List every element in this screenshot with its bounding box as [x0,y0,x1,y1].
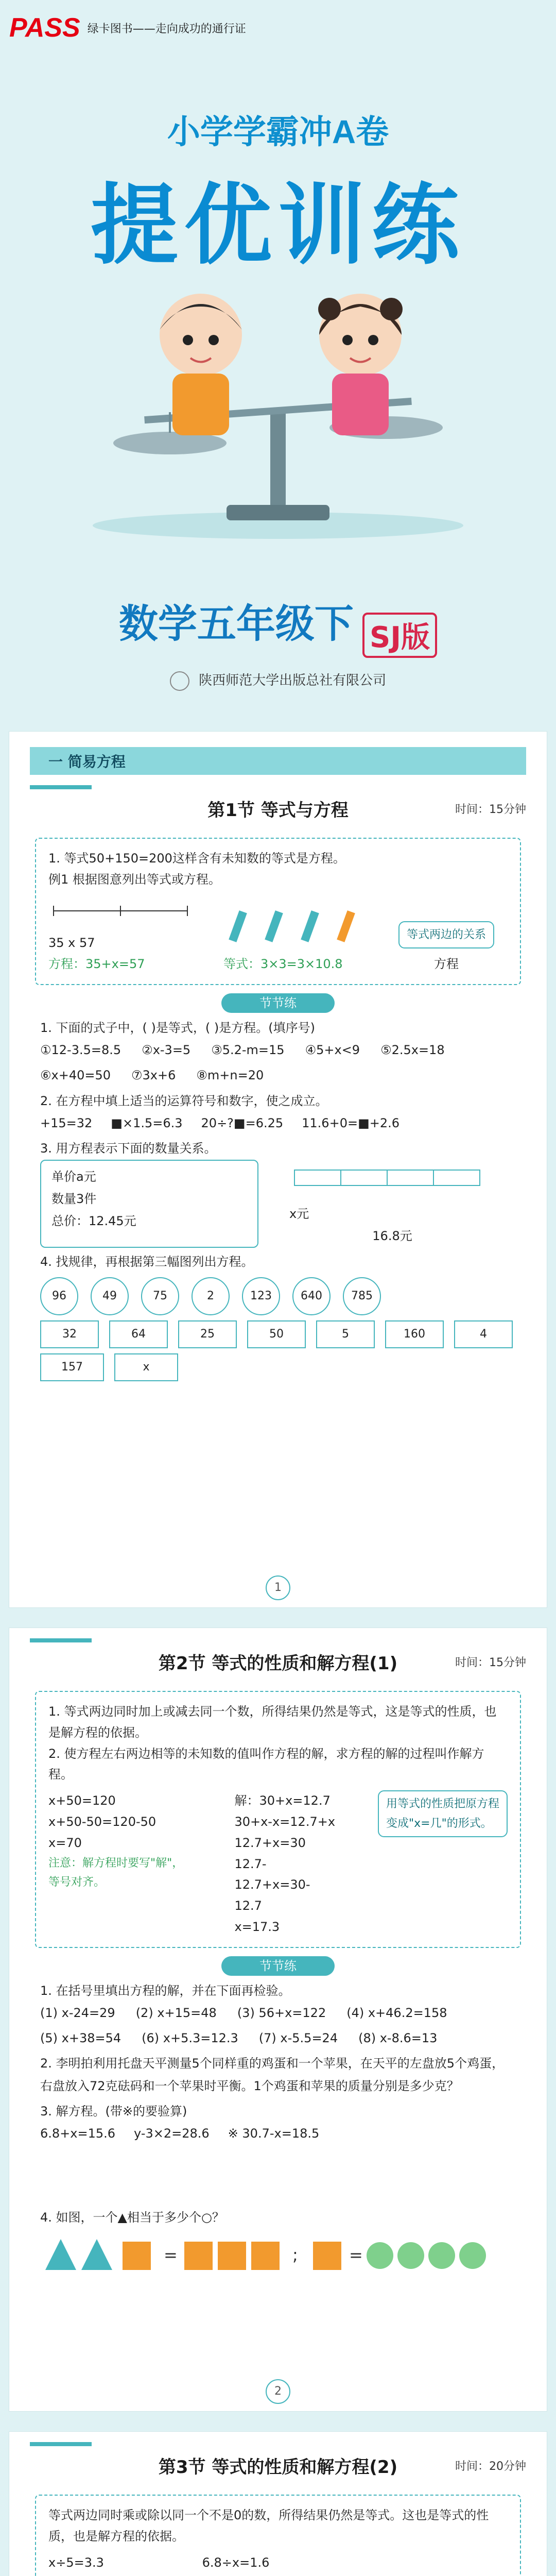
pattern-row-extra [40,1353,516,1381]
example-right-bubble: 等式两边的关系 [398,921,494,948]
question-1 [40,1980,516,2050]
publisher-seal-icon [170,671,189,691]
example-row [48,895,508,975]
pattern-circle: 785 [343,1277,381,1315]
question-3-items [40,2123,516,2145]
publisher [0,670,556,691]
ex-note: 注意：解方程时要写"解"，等号对齐。 [48,1856,184,1889]
segment-bar-icon [289,1160,495,1196]
option: ⑦3x+6 [131,1068,176,1083]
question-1 [40,1017,516,1087]
option: ⑧m+n=20 [196,1068,264,1083]
section-corner [30,785,92,789]
question-3 [40,2100,516,2145]
cover [0,0,556,721]
shapes-balance-icon [40,2229,503,2275]
question-2 [40,1090,516,1134]
svg-text:=: = [164,2245,178,2265]
ex-line: x+50-50=120-50 [48,1814,157,1829]
knowledge-box [35,838,521,985]
cover-title: 提优训练 [90,175,465,277]
option: ⑥x+40=50 [40,1068,111,1083]
cover-illustration [72,258,484,546]
brand-slogan: 绿卡图书——走向成功的通行证 [87,22,246,36]
pattern-cell: 32 [40,1320,99,1348]
grade-text: 数学五年级下 [118,601,354,647]
example-left-labels: 35 x 57 [48,936,95,951]
section-title: 第2节 等式的性质和解方程(1) [158,1653,398,1674]
question-2-text: 2. 李明拍利用托盘天平测量5个同样重的鸡蛋和一个苹果，在天平的左盘放5个鸡蛋，右盘放入72克砝码和一个苹果时平衡。1个鸡蛋和苹果的质量分别是多少克？ [40,2056,505,2093]
question-4-text: 4. 如图，一个▲相当于多少个○？ [40,2210,224,2225]
knowledge-2: 2. 使方程左右两边相等的未知数的值叫作方程的解，求方程的解的过程叫作解方程。 [48,1746,484,1782]
ex-line: 12.7+x=30 [234,1835,306,1850]
example-mid-answer: 等式：3×3=3×10.8 [223,957,343,972]
page-number [9,2379,547,2404]
practice-pill: 节节练 [221,993,335,1013]
page-1 [9,732,547,1607]
pencil-group-icon [223,906,368,947]
equation-item: +15=32 [40,1115,93,1130]
page-number-2: 2 [266,2379,290,2404]
question-4-text: 4. 找规律，再根据第三幅图列出方程。 [40,1254,254,1269]
equation-item: 20÷?■=6.25 [201,1115,284,1130]
option: ③5.2-m=15 [211,1043,285,1058]
example-mid [223,906,378,975]
item: y-3×2=28.6 [134,2126,210,2141]
ex-line: 6.8÷x=1.6 [202,2555,270,2570]
example-right [398,921,494,975]
example-row [48,2552,508,2576]
section-time: 时间：15分钟 [455,803,526,816]
example-prompt: 例1 根据图意列出等式或方程。 [48,872,221,887]
ex-line [202,2573,329,2576]
section-header [30,785,526,832]
section-corner [30,2442,92,2446]
brand [9,12,246,43]
section-corner [30,1638,92,1642]
ex-line: 12.7-12.7+x=30-12.7 [234,1856,310,1913]
figure-b [289,1160,495,1248]
figure-a-total: 总价：12.45元 [51,1214,136,1229]
option: ②x-3=5 [142,1043,191,1058]
example-left-answer: 方程：35+x=57 [48,957,145,972]
section-header [30,2442,526,2488]
ex-line: x=17.3 [234,1919,280,1934]
pattern-circle: 96 [40,1277,78,1315]
ex-line: x+50=120 [48,1793,116,1808]
publisher-name: 陕西师范大学出版总社有限公司 [199,673,387,688]
page-3 [9,2432,547,2576]
item: (4) x+46.2=158 [346,2005,447,2020]
pattern-cell: x [114,1353,178,1381]
example-left [48,2552,141,2576]
pattern-circle: 2 [192,1277,230,1315]
question-3-text: 3. 解方程。(带※的要验算) [40,2104,187,2119]
ex-line: x=70 [48,1835,82,1850]
example-right-label: 方程 [434,957,459,972]
pattern-cell: 50 [247,1320,306,1348]
pattern-cell: 157 [40,1353,104,1381]
ex-line: 解：30+x=12.7 [234,1793,331,1808]
ex-line: x÷5=3.3 [48,2555,104,2570]
option: ⑤2.5x=18 [380,1043,445,1058]
pattern-cell: 25 [178,1320,237,1348]
question-3 [40,1138,516,1248]
unit-bar [30,747,526,775]
question-4 [40,2207,516,2282]
example-bubble: 用等式的性质把原方程变成"x=几"的形式。 [378,1790,508,1837]
item: (6) x+5.3=12.3 [142,2031,238,2046]
pattern-circle: 640 [292,1277,331,1315]
svg-text:;: ; [292,2245,298,2265]
pattern-circle: 123 [242,1277,280,1315]
figure-b-total: 16.8元 [372,1229,412,1244]
item: 6.8+x=15.6 [40,2126,116,2141]
pattern-row-top [40,1277,516,1315]
page-2 [9,1628,547,2411]
question-1-text: 1. 下面的式子中，( )是等式，( )是方程。(填序号) [40,1020,315,1035]
example-right [234,1790,337,1938]
grade-line [0,592,556,658]
page-number-1: 1 [266,1575,290,1600]
example-row [48,1790,508,1938]
segment-diagram-icon [48,895,193,926]
item: (2) x+15=48 [135,2005,217,2020]
knowledge-1: 1. 等式两边同时加上或减去同一个数，所得结果仍然是等式，这是等式的性质，也是解方程的依据。 [48,1704,497,1740]
question-2-items [40,1112,516,1134]
example-right [202,2552,329,2576]
example-left [48,895,203,975]
series-title: 小学学霸冲A卷 [167,113,389,150]
knowledge-text: 等式两边同时乘或除以同一个不是0的数，所得结果仍然是等式。这也是等式的性质，也是解方程的依据。 [48,2508,489,2544]
figure-a-label: 单价a元 [51,1170,96,1184]
section-header [30,1638,526,1685]
pattern-cell: 5 [316,1320,375,1348]
knowledge-text: 1. 等式50+150=200这样含有未知数的等式是方程。 [48,851,345,866]
item: (5) x+38=54 [40,2031,121,2046]
ex-line: 30+x-x=12.7+x [234,1814,336,1829]
ex-line [48,2573,141,2576]
option: ①12-3.5=8.5 [40,1043,121,1058]
question-1-options [40,1039,516,1087]
question-3-text: 3. 用方程表示下面的数量关系。 [40,1141,217,1156]
question-2-text: 2. 在方程中填上适当的运算符号和数字，使之成立。 [40,1093,328,1108]
page-number [9,1575,547,1600]
question-1-items [40,2002,516,2049]
figure-b-unit: x元 [289,1207,309,1222]
item: (8) x-8.6=13 [358,2031,438,2046]
item: ※ 30.7-x=18.5 [228,2126,320,2141]
svg-text:=: = [349,2245,363,2265]
unit-title: 一 简易方程 [48,753,126,770]
pattern-cell: 160 [385,1320,444,1348]
pattern-cell: 4 [454,1320,513,1348]
equation-item: ■×1.5=6.3 [111,1115,183,1130]
pattern-cell: 64 [109,1320,168,1348]
equation-item: 11.6+0=■+2.6 [302,1115,400,1130]
section-title: 第1节 等式与方程 [207,800,349,821]
question-4 [40,1251,516,1381]
section-title: 第3节 等式的性质和解方程(2) [158,2456,398,2478]
example-left [48,1790,193,1938]
pattern-circle: 75 [141,1277,179,1315]
pattern-circle: 49 [91,1277,129,1315]
section-time: 时间：15分钟 [455,1656,526,1669]
practice-pill: 节节练 [221,1956,335,1976]
question-2 [40,2053,516,2097]
knowledge-box [35,1691,521,1948]
figure-a [40,1160,258,1248]
question-3-figures [40,1160,516,1248]
brand-logo: PASS [9,13,80,43]
option: ④5+x<9 [305,1043,360,1058]
pattern-row-bottom [40,1320,516,1348]
knowledge-box [35,2495,521,2576]
item: (7) x-5.5=24 [258,2031,338,2046]
question-1-text: 1. 在括号里填出方程的解，并在下面再检验。 [40,1983,291,1998]
section-time: 时间：20分钟 [455,2460,526,2473]
edition-badge: SJ版 [362,613,437,658]
item: (1) x-24=29 [40,2005,115,2020]
item: (3) 56+x=122 [237,2005,326,2020]
figure-a-sub: 数量3件 [51,1192,97,1207]
